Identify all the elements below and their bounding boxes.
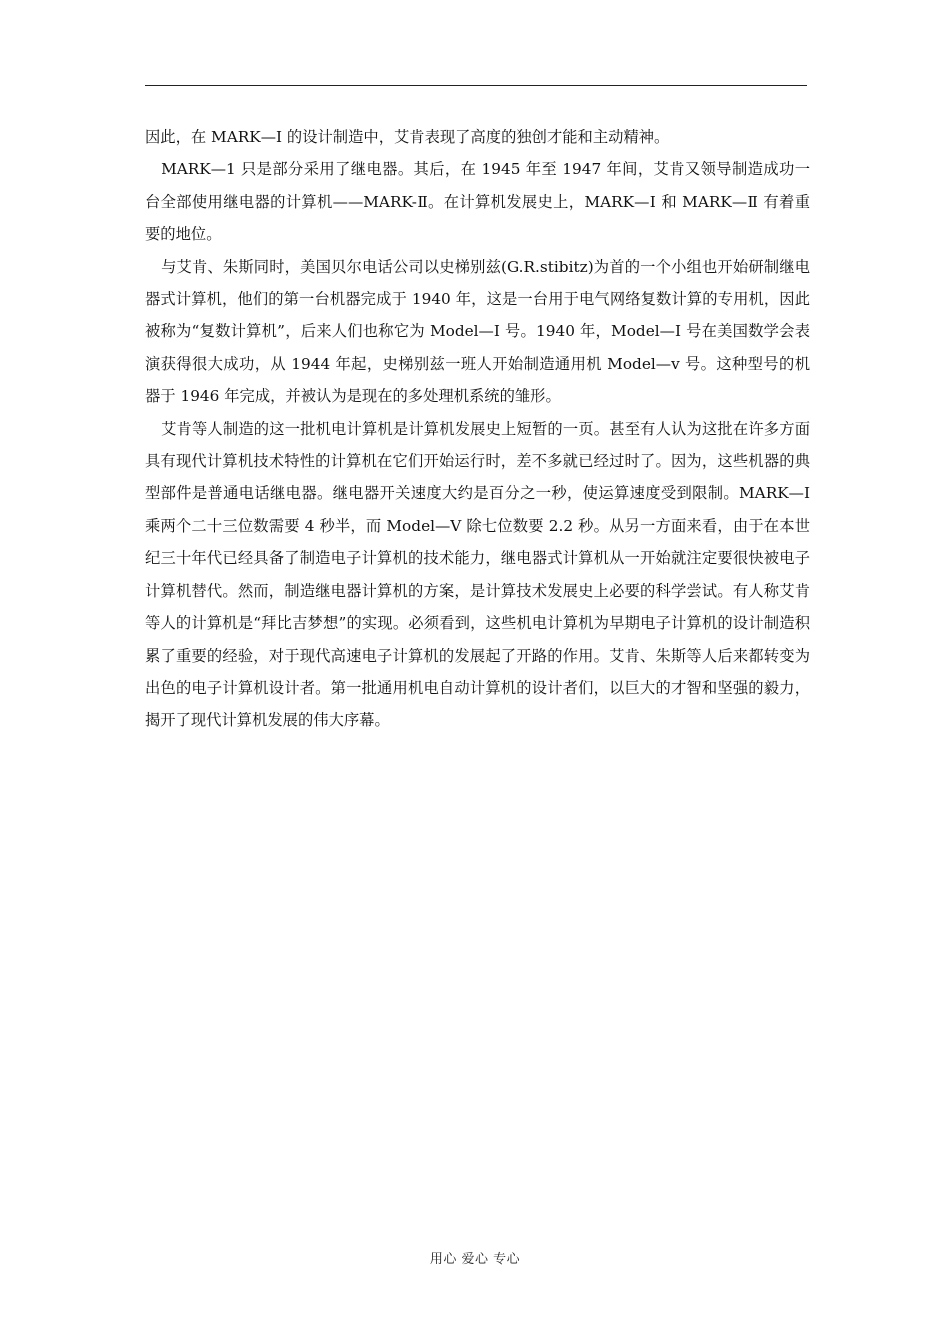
paragraph-mark-ii: MARK—1 只是部分采用了继电器。其后，在 1945 年至 1947 年间，艾肯又领导制造成功一台全部使用继电器的计算机——MARK-Ⅱ。在计算机发展史上，MARK—Ⅰ 和 MARK—Ⅱ 有着重要的地位。 xyxy=(145,160,810,244)
paragraph-bell-labs: 与艾肯、朱斯同时，美国贝尔电话公司以史梯别兹(G.R.stibitz)为首的一个小组也开始研制继电器式计算机，他们的第一台机器完成于 1940 年，这是一台用于电气网络复数计算的专用机，因此被称为“复数计算机”，后来人们也称它为 Model—I 号。1940 年，Model—I 号在美国数学会表演获得很大成功，从 1944 年起，史梯别兹一班人开始制造通用机 Model—v 号。这种型号的机器于 1946 年完成，并被认为是现在的多处理机系统的雏形。 xyxy=(145,257,810,406)
page-footer: 用心 爱心 专心 xyxy=(429,1252,521,1267)
document-body xyxy=(145,121,810,737)
header-rule xyxy=(145,85,807,86)
paragraph-continuation: 因此，在 MARK—I 的设计制造中，艾肯表现了高度的独创才能和主动精神。 xyxy=(145,128,670,146)
paragraph-electromechanical-history: 艾肯等人制造的这一批机电计算机是计算机发展史上短暂的一页。甚至有人认为这批在许多方面具有现代计算机技术特性的计算机在它们开始运行时，差不多就已经过时了。因为，这些机器的典型部件是普通电话继电器。继电器开关速度大约是百分之一秒，使运算速度受到限制。MARK—I 乘两个二十三位数需要 4 秒半，而 Model—V 除七位数要 2.2 秒。从另一方面来看，由于在本世纪三十年代已经具备了制造电子计算机的技术能力，继电器式计算机从一开始就注定要很快被电子计算机替代。然而，制造继电器计算机的方案，是计算技术发展史上必要的科学尝试。有人称艾肯等人的计算机是“拜比吉梦想”的实现。必须看到，这些机电计算机为早期电子计算机的设计制造积累了重要的经验，对于现代高速电子计算机的发展起了开路的作用。艾肯、朱斯等人后来都转变为出色的电子计算机设计者。第一批通用机电自动计算机的设计者们，以巨大的才智和坚强的毅力，揭开了现代计算机发展的伟大序幕。 xyxy=(145,419,810,730)
